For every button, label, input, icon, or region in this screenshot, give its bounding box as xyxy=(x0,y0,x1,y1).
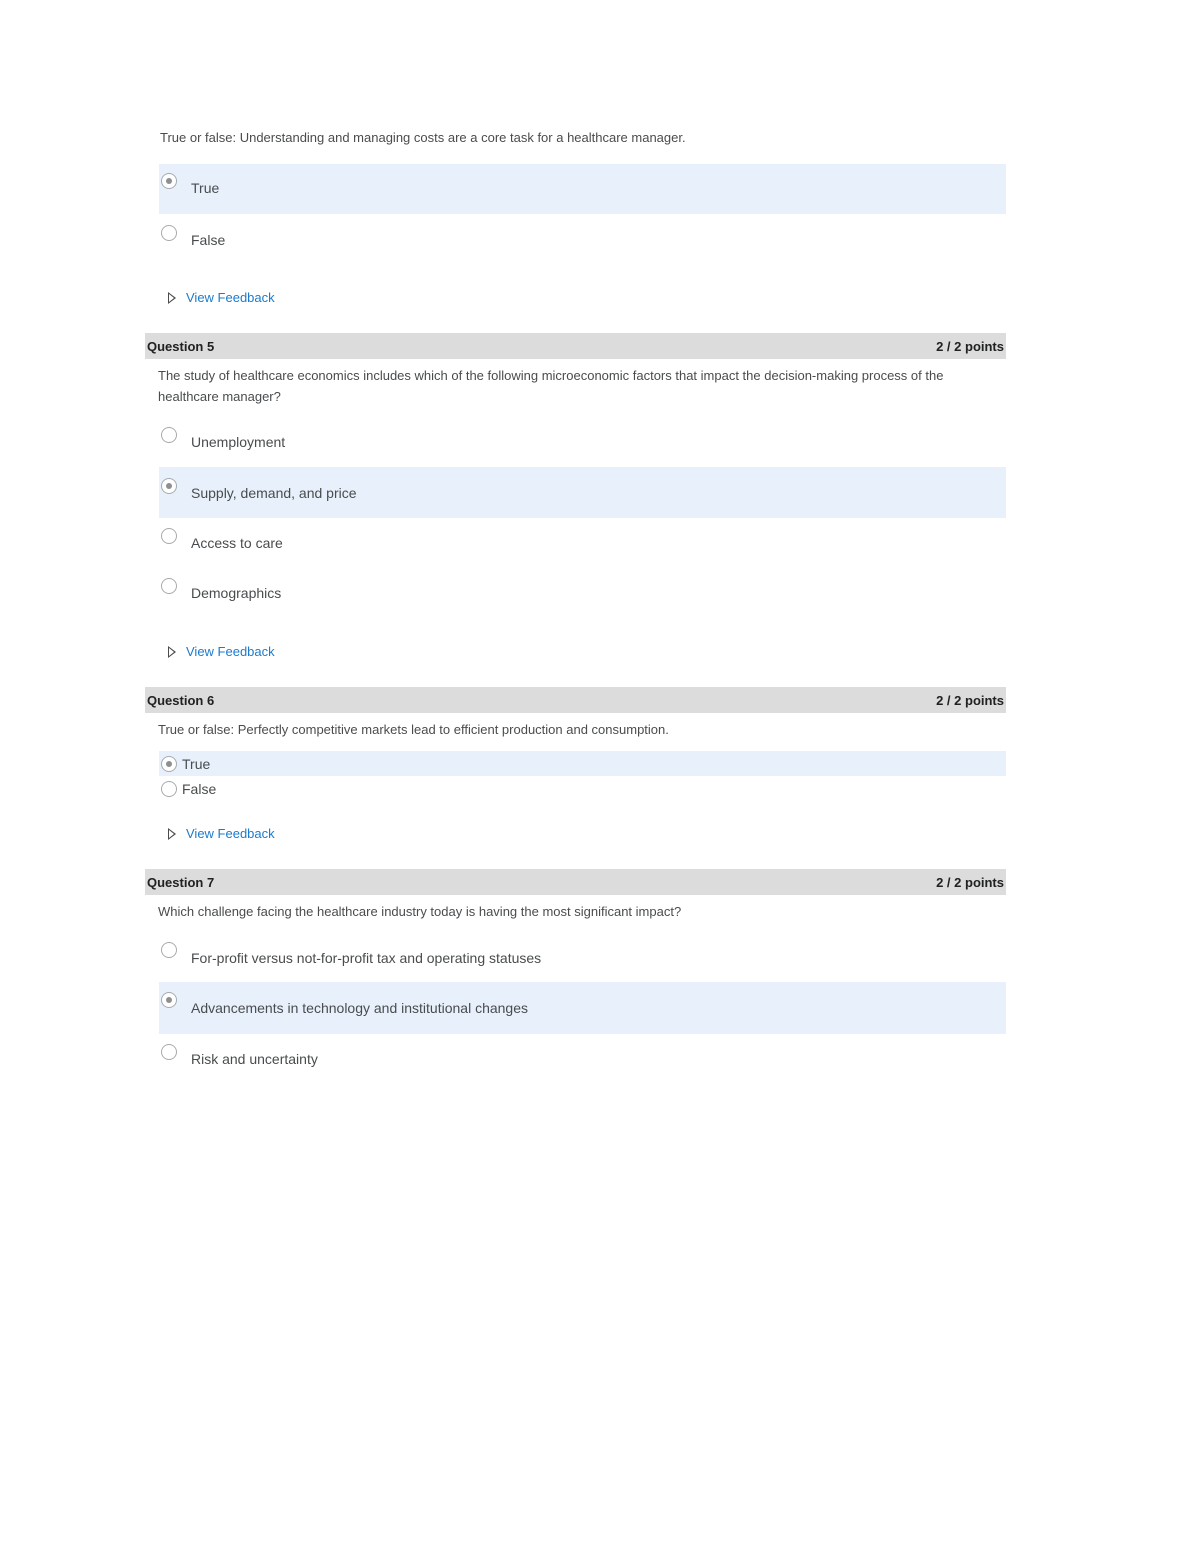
option-row-selected[interactable] xyxy=(159,751,1006,776)
option-label: Supply, demand, and price xyxy=(191,485,357,501)
radio-selected[interactable] xyxy=(161,478,177,494)
view-feedback-toggle[interactable] xyxy=(168,644,275,659)
option-label: Unemployment xyxy=(191,434,286,450)
expand-triangle-icon xyxy=(168,646,176,658)
radio-unselected[interactable] xyxy=(161,942,177,958)
radio-unselected[interactable] xyxy=(161,528,177,544)
question-title: Question 7 xyxy=(147,874,215,890)
radio-unselected[interactable] xyxy=(161,781,177,797)
radio-unselected[interactable] xyxy=(161,578,177,594)
question-title: Question 6 xyxy=(147,692,215,708)
radio-unselected[interactable] xyxy=(161,225,177,241)
expand-triangle-icon xyxy=(168,292,176,304)
option-label: For-profit versus not-for-profit tax and operating statuses xyxy=(191,950,542,966)
radio-selected[interactable] xyxy=(161,992,177,1008)
question-5-text: The study of healthcare economics includes which of the following microeconomic factors that impact the decision-making process of the healthcare manager? xyxy=(158,368,944,404)
question-title: Question 5 xyxy=(147,338,215,354)
view-feedback-link[interactable]: View Feedback xyxy=(186,290,275,305)
question-points: 2 / 2 points xyxy=(936,692,1004,708)
option-label: Risk and uncertainty xyxy=(191,1051,318,1067)
radio-unselected[interactable] xyxy=(161,427,177,443)
view-feedback-toggle[interactable] xyxy=(168,826,275,841)
radio-unselected[interactable] xyxy=(161,1044,177,1060)
question-6-text: True or false: Perfectly competitive markets lead to efficient production and consumption. xyxy=(158,722,669,737)
radio-selected[interactable] xyxy=(161,173,177,189)
option-label: False xyxy=(191,232,226,248)
radio-selected[interactable] xyxy=(161,756,177,772)
option-label: Advancements in technology and institutional changes xyxy=(191,1000,528,1016)
view-feedback-toggle[interactable] xyxy=(168,290,275,305)
option-label: True xyxy=(182,756,211,772)
view-feedback-link[interactable]: View Feedback xyxy=(186,826,275,841)
option-label: Access to care xyxy=(191,535,283,551)
question-points: 2 / 2 points xyxy=(936,874,1004,890)
option-label: True xyxy=(191,180,220,196)
question-7-text: Which challenge facing the healthcare industry today is having the most significant impact? xyxy=(158,904,682,919)
expand-triangle-icon xyxy=(168,828,176,840)
question-points: 2 / 2 points xyxy=(936,338,1004,354)
question-header xyxy=(145,687,1006,713)
question-header xyxy=(145,333,1006,359)
question-4-text: True or false: Understanding and managing costs are a core task for a healthcare manager. xyxy=(160,130,686,145)
option-row-selected[interactable] xyxy=(159,164,1006,214)
option-label: False xyxy=(182,781,217,797)
view-feedback-link[interactable]: View Feedback xyxy=(186,644,275,659)
question-header xyxy=(145,869,1006,895)
option-label: Demographics xyxy=(191,585,282,601)
